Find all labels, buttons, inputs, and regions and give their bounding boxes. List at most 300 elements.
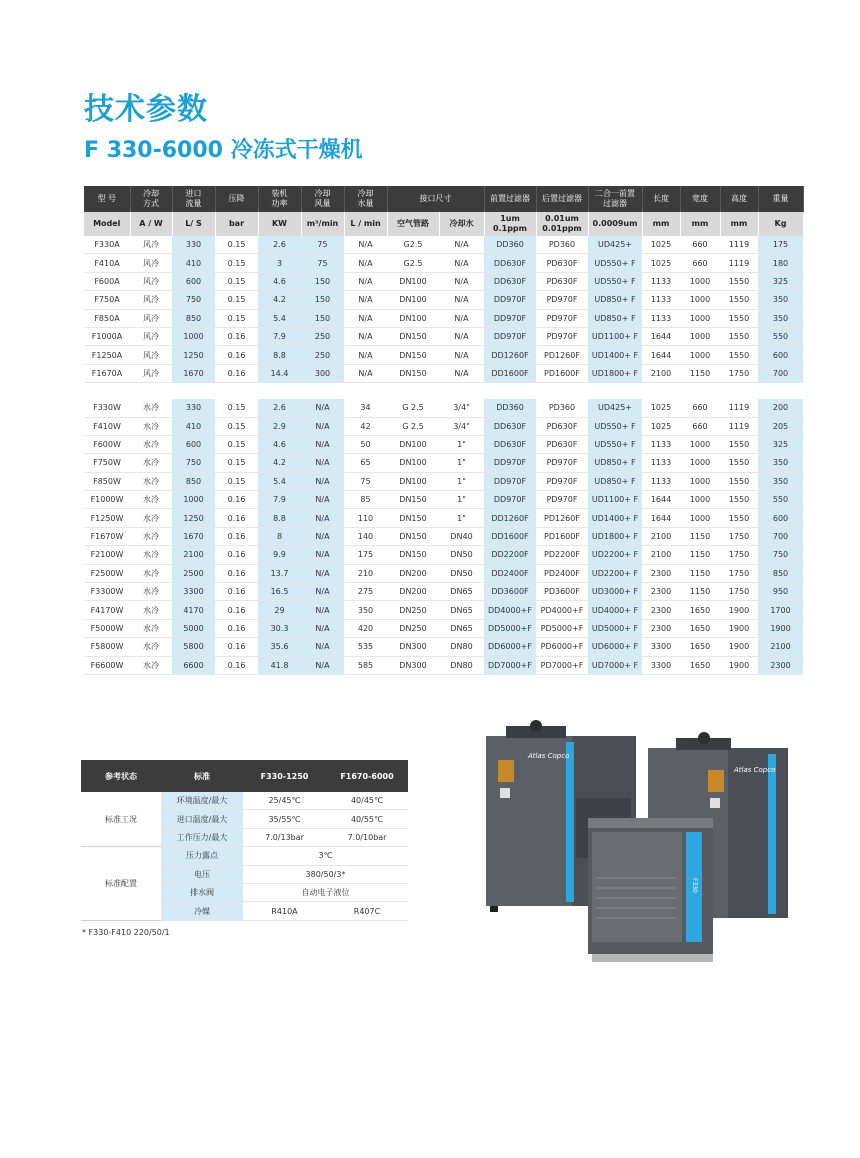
spec-cell: 1550 [720,454,758,472]
spec-cell: 1119 [720,399,758,417]
spec-cell: 0.16 [215,619,258,637]
ref-value-merged: 自动电子液位 [243,883,408,901]
spec-cell: DN65 [439,583,484,601]
spec-cell: DN250 [387,601,439,619]
ref-header-cell: F330-1250 [243,760,326,792]
spec-cell: 1550 [720,435,758,453]
spec-cell: 585 [344,656,387,674]
spec-cell: 1000 [680,491,720,509]
spec-cell: PD1260F [536,346,588,364]
spec-cell: 2300 [642,583,680,601]
model-cell: F2100W [84,546,130,564]
spec-cell: 1150 [680,364,720,382]
ref-header-cell: 标准 [161,760,243,792]
spec-cell: DN150 [387,491,439,509]
ref-condition-label: 环境温度/最大 [161,792,243,810]
spec-cell: 0.15 [215,435,258,453]
spec-cell: 水冷 [130,491,172,509]
dryer-units-illustration [476,718,806,968]
spec-cell: N/A [344,254,387,272]
spec-row [84,435,803,453]
spec-cell: 1025 [642,236,680,254]
spec-cell: DN300 [387,638,439,656]
spec-cell: 41.8 [258,656,301,674]
spec-cell: 3300 [642,638,680,656]
spec-cell: 1133 [642,309,680,327]
spec-cell: 325 [758,435,803,453]
model-cell: F410A [84,254,130,272]
spec-cell: 350 [758,454,803,472]
spec-cell: DD1260F [484,509,536,527]
spec-row [84,399,803,417]
spec-cell: PD630F [536,417,588,435]
spec-header-cell: 高度 [720,186,758,212]
ref-condition-label: 工作压力/最大 [161,828,243,846]
ref-condition-label: 进口温度/最大 [161,810,243,828]
spec-cell: 600 [758,346,803,364]
spec-cell: 风冷 [130,309,172,327]
spec-cell: UD850+ F [588,291,642,309]
spec-cell: 850 [758,564,803,582]
spec-unit-cell: bar [215,212,258,236]
spec-cell: PD970F [536,472,588,490]
spec-row [84,309,803,327]
spec-cell: 180 [758,254,803,272]
spec-cell: 1670 [172,364,215,382]
spec-cell: UD1400+ F [588,346,642,364]
spec-cell: 750 [758,546,803,564]
spec-cell: DN150 [387,327,439,345]
spec-cell: 13.7 [258,564,301,582]
spec-cell: PD360 [536,399,588,417]
spec-cell: PD1600F [536,364,588,382]
spec-cell: 420 [344,619,387,637]
spec-cell: DN65 [439,601,484,619]
spec-cell: 0.16 [215,346,258,364]
spec-cell: PD630F [536,435,588,453]
spec-cell: N/A [344,364,387,382]
spec-cell: 1250 [172,346,215,364]
spec-cell: 1150 [680,583,720,601]
spec-cell: PD1600F [536,527,588,545]
model-label: F330 [691,878,698,893]
spec-cell: 3300 [642,656,680,674]
spec-cell: 210 [344,564,387,582]
spec-unit-cell: 1um 0.1ppm [484,212,536,236]
spec-cell: PD970F [536,491,588,509]
ref-header-cell: F1670-6000 [326,760,408,792]
spec-header-row [84,186,803,212]
spec-cell: 水冷 [130,564,172,582]
spec-cell: 1900 [720,638,758,656]
brand-logo-left: Atlas Copco [528,752,570,760]
spec-cell: 150 [301,309,344,327]
spec-cell: 85 [344,491,387,509]
spec-cell: 风冷 [130,272,172,290]
spec-cell: PD3600F [536,583,588,601]
spec-cell: 16.5 [258,583,301,601]
spec-cell: DD360 [484,399,536,417]
model-cell: F5800W [84,638,130,656]
spec-row [84,509,803,527]
spec-cell: DD1600F [484,527,536,545]
spec-header-cell: 前置过滤器 [484,186,536,212]
spec-cell: PD2200F [536,546,588,564]
spec-cell: N/A [439,291,484,309]
spec-cell: 5000 [172,619,215,637]
spec-cell: N/A [301,399,344,417]
spec-cell: 0.15 [215,309,258,327]
model-cell: F410W [84,417,130,435]
spec-cell: 660 [680,399,720,417]
spec-cell: 1900 [720,601,758,619]
spec-cell: 750 [172,454,215,472]
spec-cell: DD970F [484,454,536,472]
spec-cell: UD550+ F [588,272,642,290]
spec-unit-cell: mm [680,212,720,236]
spec-cell: DN150 [387,527,439,545]
model-cell: F4170W [84,601,130,619]
spec-cell: 1119 [720,236,758,254]
spec-row [84,417,803,435]
spec-cell: 6600 [172,656,215,674]
spec-cell: PD630F [536,272,588,290]
spec-cell: 300 [301,364,344,382]
spec-cell: 350 [758,291,803,309]
spec-cell: 1000 [172,491,215,509]
spec-cell: 2100 [642,364,680,382]
spec-cell: PD1260F [536,509,588,527]
spec-cell: 65 [344,454,387,472]
spec-cell: 600 [172,272,215,290]
spec-cell: N/A [301,601,344,619]
spec-cell: 1000 [680,291,720,309]
spec-unit-cell: Model [84,212,130,236]
spec-cell: DN50 [439,546,484,564]
spec-cell: 205 [758,417,803,435]
spec-cell: DD2200F [484,546,536,564]
spec-cell: UD1100+ F [588,327,642,345]
spec-header-cell: 压降 [215,186,258,212]
spec-cell: N/A [301,417,344,435]
spec-cell: PD7000+F [536,656,588,674]
spec-cell: 0.16 [215,327,258,345]
spec-cell: 4.2 [258,454,301,472]
spec-cell: DN250 [387,619,439,637]
spec-cell: 330 [172,236,215,254]
spec-cell: 1550 [720,327,758,345]
spec-cell: 35.6 [258,638,301,656]
spec-cell: 1150 [680,527,720,545]
spec-cell: N/A [439,346,484,364]
spec-cell: UD425+ [588,399,642,417]
spec-cell: 150 [301,291,344,309]
spec-cell: N/A [439,309,484,327]
spec-cell: PD4000+F [536,601,588,619]
spec-row [84,472,803,490]
spec-row [84,454,803,472]
ref-value-cell: R410A [243,902,326,920]
spec-row [84,254,803,272]
spec-cell: 75 [344,472,387,490]
spec-cell: N/A [344,327,387,345]
spec-cell: UD6000+ F [588,638,642,656]
spec-cell: 5.4 [258,309,301,327]
spec-cell: UD2200+ F [588,546,642,564]
ref-header-cell: 参考状态 [81,760,161,792]
ref-value-cell: 25/45℃ [243,792,326,810]
spec-cell: 950 [758,583,803,601]
spec-cell: 0.16 [215,546,258,564]
spec-cell: 7.9 [258,327,301,345]
ref-value-cell: 40/45℃ [326,792,408,810]
spec-cell: DN150 [387,509,439,527]
spec-cell: 0.15 [215,417,258,435]
spec-cell: N/A [344,309,387,327]
spec-cell: 1000 [680,309,720,327]
spec-row [84,327,803,345]
spec-cell: 水冷 [130,546,172,564]
spec-cell: N/A [301,472,344,490]
spec-row [84,272,803,290]
spec-cell: UD2200+ F [588,564,642,582]
spec-cell: 2.6 [258,399,301,417]
spec-cell: 1644 [642,509,680,527]
spec-unit-cell: m³/min [301,212,344,236]
spec-cell: 0.16 [215,564,258,582]
spec-cell: N/A [301,656,344,674]
spec-cell: DD360 [484,236,536,254]
model-cell: F6600W [84,656,130,674]
spec-cell: 1" [439,491,484,509]
spec-cell: 1" [439,509,484,527]
spec-cell: 1" [439,454,484,472]
spec-cell: 1670 [172,527,215,545]
spec-cell: DD3600F [484,583,536,601]
model-cell: F1250W [84,509,130,527]
spec-cell: 1000 [680,272,720,290]
spec-cell: 50 [344,435,387,453]
page-subtitle: F 330-6000 冷冻式干燥机 [84,138,363,163]
spec-row [84,601,803,619]
spec-cell: 42 [344,417,387,435]
spec-cell: DD1260F [484,346,536,364]
spec-cell: 1550 [720,309,758,327]
spec-cell: 1025 [642,254,680,272]
spec-cell: PD970F [536,309,588,327]
spec-cell: 2300 [642,619,680,637]
spec-cell: DN80 [439,638,484,656]
spec-cell: N/A [439,327,484,345]
spec-unit-cell: mm [642,212,680,236]
spec-cell: UD850+ F [588,309,642,327]
spec-cell: DD970F [484,472,536,490]
spec-row [84,619,803,637]
spec-cell: 0.16 [215,364,258,382]
ref-value-cell: R407C [326,902,408,920]
spec-cell: 1900 [720,656,758,674]
spec-cell: 350 [758,309,803,327]
spec-cell: N/A [301,491,344,509]
spec-cell: 14.4 [258,364,301,382]
spec-header-cell: 型 号 [84,186,130,212]
spec-cell: DN100 [387,272,439,290]
spec-row [84,583,803,601]
spec-cell: N/A [344,236,387,254]
spec-cell: N/A [301,546,344,564]
spec-cell: 1750 [720,583,758,601]
spec-header-cell: 宽度 [680,186,720,212]
spec-unit-cell: L/ S [172,212,215,236]
spec-cell: 水冷 [130,527,172,545]
spec-cell: 1" [439,472,484,490]
spec-cell: DN300 [387,656,439,674]
spec-cell: 410 [172,417,215,435]
spec-cell: 700 [758,527,803,545]
spec-cell: DD970F [484,309,536,327]
spec-cell: 350 [344,601,387,619]
spec-cell: DN100 [387,472,439,490]
spec-units-row [84,212,803,236]
spec-cell: 75 [301,254,344,272]
spec-cell: 1150 [680,546,720,564]
spec-cell: 水冷 [130,601,172,619]
spec-cell: N/A [301,619,344,637]
footnote: * F330-F410 220/50/1 [82,928,170,937]
ref-value-cell: 7.0/10bar [326,828,408,846]
spec-cell: 850 [172,309,215,327]
spec-cell: 1550 [720,291,758,309]
spec-cell: 1133 [642,291,680,309]
spec-cell: DD630F [484,272,536,290]
spec-row [84,527,803,545]
model-cell: F850W [84,472,130,490]
spec-cell: 1550 [720,509,758,527]
spec-header-cell: 接口尺寸 [387,186,484,212]
spec-cell: 1133 [642,472,680,490]
spec-cell: UD425+ [588,236,642,254]
spec-cell: G 2.5 [387,417,439,435]
spec-cell: 1750 [720,364,758,382]
spec-row [84,291,803,309]
spec-cell: 140 [344,527,387,545]
spec-cell: N/A [301,583,344,601]
spec-row [84,564,803,582]
spec-cell: DN100 [387,454,439,472]
spec-cell: 1550 [720,472,758,490]
spec-cell: 5.4 [258,472,301,490]
ref-value-cell: 40/55℃ [326,810,408,828]
spec-cell: G2.5 [387,236,439,254]
spec-cell: 0.15 [215,472,258,490]
spec-unit-cell: 空气管路 [387,212,439,236]
spec-cell: 850 [172,472,215,490]
brand-logo-right: Atlas Copco [734,766,776,774]
ref-condition-label: 冷媒 [161,902,243,920]
spec-cell: UD1800+ F [588,527,642,545]
spec-cell: 0.16 [215,638,258,656]
spec-cell: UD1400+ F [588,509,642,527]
spec-cell: 水冷 [130,454,172,472]
spec-cell: DD630F [484,254,536,272]
spec-cell: 330 [172,399,215,417]
spec-cell: 水冷 [130,656,172,674]
spec-cell: 4170 [172,601,215,619]
spec-cell: 4.6 [258,272,301,290]
page-title: 技术参数 [84,92,208,127]
model-cell: F1670A [84,364,130,382]
spec-cell: 1150 [680,564,720,582]
spec-cell: N/A [301,435,344,453]
ref-condition-label: 电压 [161,865,243,883]
spec-cell: DN150 [387,546,439,564]
spec-cell: N/A [439,364,484,382]
spec-cell: 0.15 [215,254,258,272]
spec-cell: DD970F [484,291,536,309]
spec-cell: 2100 [758,638,803,656]
spec-header-cell: 后置过滤器 [536,186,588,212]
spec-cell: 水冷 [130,509,172,527]
spec-cell: 5800 [172,638,215,656]
spec-cell: 1644 [642,491,680,509]
spec-cell: 4.6 [258,435,301,453]
spec-cell: 550 [758,491,803,509]
spec-cell: 1000 [680,472,720,490]
spec-cell: 1550 [720,272,758,290]
spec-cell: 2100 [642,546,680,564]
spec-cell: 8.8 [258,509,301,527]
spec-cell: 0.15 [215,454,258,472]
spec-cell: UD1100+ F [588,491,642,509]
spec-cell: 700 [758,364,803,382]
spec-cell: 水冷 [130,435,172,453]
spec-cell: DN150 [387,346,439,364]
spec-cell: PD630F [536,254,588,272]
spec-cell: 水冷 [130,417,172,435]
spec-cell: 1119 [720,417,758,435]
ref-row [81,792,408,810]
spec-cell: 600 [758,509,803,527]
spec-cell: 1644 [642,346,680,364]
spec-cell: 1000 [680,346,720,364]
spec-cell: DN200 [387,583,439,601]
spec-cell: N/A [301,564,344,582]
spec-unit-cell: Kg [758,212,803,236]
spec-cell: 410 [172,254,215,272]
spec-cell: N/A [439,272,484,290]
spec-cell: UD850+ F [588,454,642,472]
spec-cell: DN65 [439,619,484,637]
spec-cell: 1025 [642,417,680,435]
spec-unit-cell: 冷却水 [439,212,484,236]
spec-cell: DD970F [484,491,536,509]
spec-cell: 1000 [680,435,720,453]
spec-cell: 660 [680,236,720,254]
spec-cell: 660 [680,254,720,272]
spec-unit-cell: KW [258,212,301,236]
spec-cell: 0.16 [215,527,258,545]
spec-cell: 150 [301,272,344,290]
spec-cell: 1644 [642,327,680,345]
spec-row [84,346,803,364]
spec-cell: UD550+ F [588,417,642,435]
spec-cell: 1133 [642,272,680,290]
spec-cell: 660 [680,417,720,435]
spec-cell: 水冷 [130,472,172,490]
spec-cell: DD630F [484,435,536,453]
spec-cell: DD5000+F [484,619,536,637]
spec-cell: 风冷 [130,254,172,272]
